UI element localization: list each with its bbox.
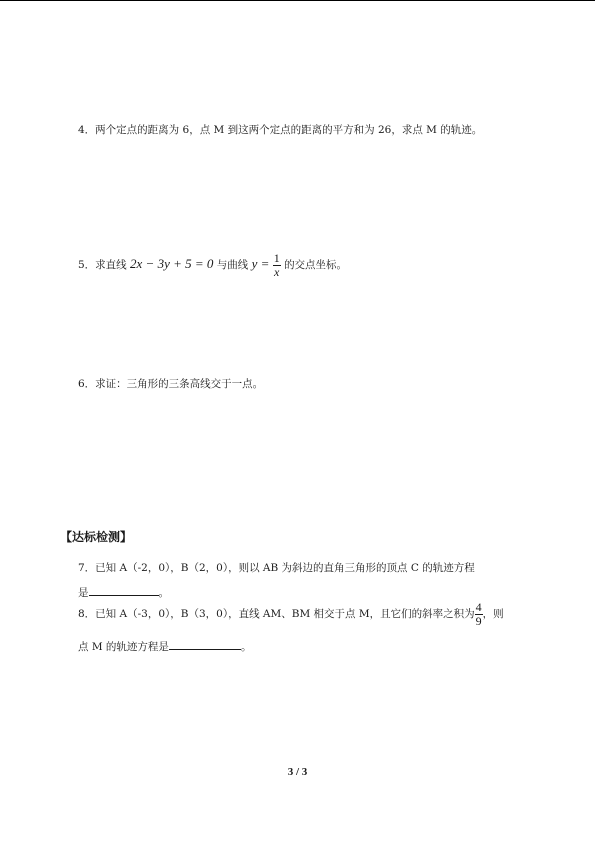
exercise-7-line-2 (78, 584, 169, 600)
slope-fraction-denominator: 9 (475, 613, 482, 628)
curve-fraction-numerator: 1 (273, 250, 280, 265)
problem-6-text: 6．求证：三角形的三条高线交于一点。 (78, 378, 264, 390)
exercise-7-suffix: 。 (158, 587, 169, 599)
exercise-7-prefix: 是 (78, 587, 89, 599)
slope-fraction-numerator: 4 (475, 599, 482, 614)
top-rule (0, 0, 595, 1)
problem-4-text: 4．两个定点的距离为 6，点 M 到这两个定点的距离的平方和为 26，求点 M 的轨迹。 (78, 124, 483, 136)
problem-5-middle: 与曲线 (216, 259, 249, 271)
section-heading: 【达标检测】 (60, 530, 133, 544)
problem-4 (78, 123, 482, 137)
line-equation (130, 256, 213, 271)
exercise-8-answer-blank[interactable] (169, 638, 241, 650)
slope-product-fraction (475, 601, 483, 628)
problem-5 (78, 250, 347, 279)
problem-6 (78, 377, 263, 391)
exercise-8-line-1 (78, 600, 504, 628)
exercise-7-line-1 (78, 561, 475, 575)
line-equation-text: 2x − 3y + 5 = 0 (130, 256, 214, 271)
exercise-7-answer-blank[interactable] (89, 584, 159, 596)
curve-fraction (273, 252, 281, 279)
exercise-8-prefix: 8．已知 A（-3，0），B（3，0），直线 AM、BM 相交于点 M，且它们的斜率之积为 (78, 608, 475, 620)
problem-5-suffix: 的交点坐标。 (284, 259, 348, 271)
page-number: 3 / 3 (287, 766, 308, 778)
curve-lhs-text: y = (251, 256, 270, 271)
exercise-8-line-2-suffix: 。 (240, 641, 252, 653)
exercise-8-line-2-prefix: 点 M 的轨迹方程是 (78, 641, 169, 653)
curve-lhs (252, 256, 270, 271)
curve-fraction-denominator: x (274, 264, 280, 279)
exercise-8-suffix: ，则 (482, 608, 504, 620)
exercise-8-line-2 (78, 638, 251, 654)
exercise-7-text: 7．已知 A（-2，0），B（2，0），则以 AB 为斜边的直角三角形的顶点 C 的轨迹方程 (78, 562, 475, 574)
problem-5-prefix: 5．求直线 (78, 259, 127, 271)
